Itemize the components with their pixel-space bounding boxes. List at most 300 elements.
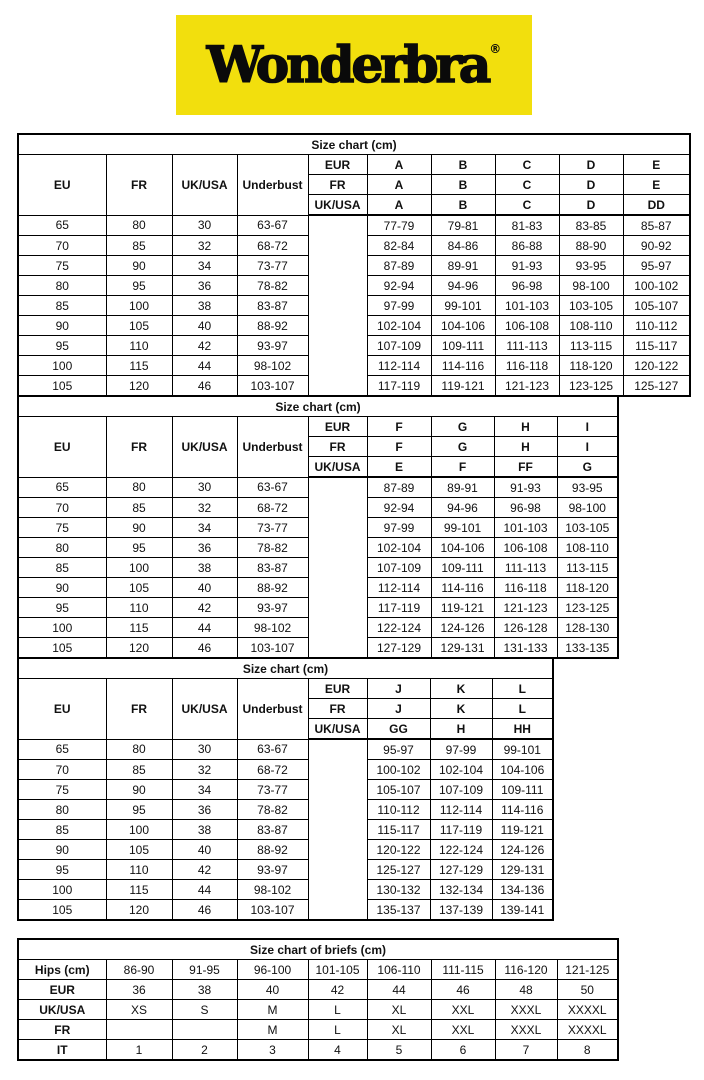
underbust-range-cell: 63-67	[237, 739, 308, 760]
cup-region-label: FR	[308, 175, 367, 195]
fr-size-cell: 80	[106, 739, 172, 760]
uk-usa-size-cell: 42	[172, 336, 237, 356]
bust-range-cell: 109-111	[431, 336, 495, 356]
cup-letter-header: J	[367, 699, 430, 719]
cup-region-label: FR	[308, 699, 367, 719]
bust-range-cell: 125-127	[623, 376, 690, 397]
eu-size-cell: 75	[18, 780, 106, 800]
briefs-value-cell: 7	[495, 1040, 557, 1061]
column-header-underbust: Underbust	[237, 679, 308, 740]
bust-range-cell: 79-81	[431, 215, 495, 236]
uk-usa-size-cell: 38	[172, 820, 237, 840]
fr-size-cell: 110	[106, 336, 172, 356]
briefs-value-cell: XL	[367, 1020, 431, 1040]
briefs-value-cell: 1	[106, 1040, 172, 1061]
bust-range-cell: 99-101	[431, 518, 494, 538]
cup-region-label: EUR	[308, 679, 367, 699]
briefs-value-cell: 44	[367, 980, 431, 1000]
uk-usa-size-cell: 40	[172, 840, 237, 860]
briefs-value-cell: L	[308, 1000, 367, 1020]
bust-range-cell: 100-102	[367, 760, 430, 780]
eu-size-cell: 80	[18, 538, 106, 558]
registered-trademark-icon: ®	[489, 42, 502, 56]
cup-letter-header: E	[623, 155, 690, 175]
bust-range-cell: 123-125	[557, 598, 618, 618]
bust-range-cell: 95-97	[623, 256, 690, 276]
uk-usa-size-cell: 38	[172, 296, 237, 316]
bust-range-cell: 105-107	[367, 780, 430, 800]
bust-range-cell: 104-106	[431, 316, 495, 336]
underbust-range-cell: 88-92	[237, 316, 308, 336]
briefs-value-cell: 40	[237, 980, 308, 1000]
underbust-range-cell: 103-107	[237, 376, 308, 397]
briefs-value-cell: 121-125	[557, 960, 618, 980]
bust-range-cell: 92-94	[367, 276, 431, 296]
bust-range-cell: 107-109	[430, 780, 492, 800]
cup-letter-header: F	[367, 417, 431, 437]
bust-range-cell: 135-137	[367, 900, 430, 921]
column-header-eu: EU	[18, 155, 106, 216]
underbust-range-cell: 88-92	[237, 840, 308, 860]
briefs-value-cell: XXXL	[495, 1020, 557, 1040]
bust-range-cell: 130-132	[367, 880, 430, 900]
table-title: Size chart (cm)	[18, 658, 553, 679]
bust-range-cell: 114-116	[492, 800, 553, 820]
cup-letter-header: C	[495, 195, 559, 216]
cup-letter-header: G	[557, 457, 618, 478]
bust-range-cell: 109-111	[492, 780, 553, 800]
briefs-value-cell: 8	[557, 1040, 618, 1061]
underbust-range-cell: 73-77	[237, 518, 308, 538]
bust-range-cell: 94-96	[431, 498, 494, 518]
bust-range-cell: 97-99	[367, 296, 431, 316]
cup-letter-header: F	[367, 437, 431, 457]
wonderbra-logo	[176, 15, 532, 115]
underbust-range-cell: 83-87	[237, 296, 308, 316]
bust-range-cell: 124-126	[492, 840, 553, 860]
uk-usa-size-cell: 46	[172, 900, 237, 921]
eu-size-cell: 85	[18, 820, 106, 840]
bust-range-cell: 102-104	[367, 316, 431, 336]
briefs-value-cell: XXL	[431, 1020, 495, 1040]
briefs-row-label: IT	[18, 1040, 106, 1061]
uk-usa-size-cell: 34	[172, 780, 237, 800]
uk-usa-size-cell: 44	[172, 880, 237, 900]
table-title: Size chart (cm)	[18, 134, 690, 155]
fr-size-cell: 115	[106, 356, 172, 376]
bust-range-cell: 86-88	[495, 236, 559, 256]
bust-range-cell: 112-114	[430, 800, 492, 820]
underbust-range-cell: 103-107	[237, 900, 308, 921]
underbust-range-cell: 98-102	[237, 618, 308, 638]
bust-range-cell: 99-101	[492, 739, 553, 760]
bust-range-cell: 119-121	[431, 376, 495, 397]
cup-region-label: EUR	[308, 155, 367, 175]
bust-range-cell: 81-83	[495, 215, 559, 236]
bust-range-cell: 126-128	[494, 618, 557, 638]
bust-range-cell: 121-123	[495, 376, 559, 397]
bust-range-cell: 102-104	[367, 538, 431, 558]
briefs-size-table	[17, 938, 619, 1061]
underbust-range-cell: 98-102	[237, 356, 308, 376]
underbust-range-cell: 63-67	[237, 477, 308, 498]
uk-usa-size-cell: 30	[172, 215, 237, 236]
bust-range-cell: 120-122	[367, 840, 430, 860]
bust-range-cell: 117-119	[367, 598, 431, 618]
fr-size-cell: 105	[106, 840, 172, 860]
bust-range-cell: 120-122	[623, 356, 690, 376]
bust-range-cell: 99-101	[431, 296, 495, 316]
bust-range-cell: 113-115	[557, 558, 618, 578]
underbust-range-cell: 93-97	[237, 336, 308, 356]
bust-range-cell: 118-120	[559, 356, 623, 376]
bust-range-cell: 112-114	[367, 578, 431, 598]
underbust-range-cell: 78-82	[237, 538, 308, 558]
column-header-fr: FR	[106, 155, 172, 216]
briefs-value-cell: 46	[431, 980, 495, 1000]
bust-range-cell: 108-110	[557, 538, 618, 558]
briefs-value-cell: 5	[367, 1040, 431, 1061]
bust-range-cell: 84-86	[431, 236, 495, 256]
underbust-range-cell: 63-67	[237, 215, 308, 236]
bust-range-cell: 115-117	[623, 336, 690, 356]
cup-region-label: EUR	[308, 417, 367, 437]
fr-size-cell: 110	[106, 860, 172, 880]
bust-range-cell: 106-108	[494, 538, 557, 558]
eu-size-cell: 95	[18, 860, 106, 880]
eu-size-cell: 80	[18, 276, 106, 296]
fr-size-cell: 85	[106, 236, 172, 256]
briefs-value-cell: 36	[106, 980, 172, 1000]
fr-size-cell: 85	[106, 760, 172, 780]
eu-size-cell: 100	[18, 880, 106, 900]
column-header-uk-usa: UK/USA	[172, 155, 237, 216]
eu-size-cell: 105	[18, 638, 106, 659]
column-header-eu: EU	[18, 679, 106, 740]
briefs-value-cell: 38	[172, 980, 237, 1000]
briefs-value-cell: M	[237, 1020, 308, 1040]
bust-range-cell: 117-119	[430, 820, 492, 840]
fr-size-cell: 100	[106, 558, 172, 578]
cup-letter-header: E	[623, 175, 690, 195]
briefs-value-cell: XS	[106, 1000, 172, 1020]
cup-letter-header: A	[367, 195, 431, 216]
cup-letter-header: I	[557, 437, 618, 457]
bust-range-cell: 139-141	[492, 900, 553, 921]
uk-usa-size-cell: 42	[172, 598, 237, 618]
uk-usa-size-cell: 34	[172, 518, 237, 538]
cup-letter-header: H	[494, 437, 557, 457]
cup-letter-header: J	[367, 679, 430, 699]
briefs-row-label: UK/USA	[18, 1000, 106, 1020]
fr-size-cell: 90	[106, 256, 172, 276]
bust-range-cell: 133-135	[557, 638, 618, 659]
bra-size-table-cups-f-i	[17, 395, 619, 659]
bust-range-cell: 85-87	[623, 215, 690, 236]
underbust-range-cell: 68-72	[237, 236, 308, 256]
briefs-value-cell: 42	[308, 980, 367, 1000]
bra-size-table-cups-j-l	[17, 657, 554, 921]
bust-range-cell: 91-93	[494, 477, 557, 498]
uk-usa-size-cell: 32	[172, 760, 237, 780]
cup-letter-header: C	[495, 155, 559, 175]
briefs-value-cell: 106-110	[367, 960, 431, 980]
eu-size-cell: 75	[18, 256, 106, 276]
bust-range-cell: 97-99	[430, 739, 492, 760]
cup-letter-header: G	[431, 437, 494, 457]
bust-range-cell: 107-109	[367, 336, 431, 356]
bust-range-cell: 119-121	[431, 598, 494, 618]
bust-range-cell: 94-96	[431, 276, 495, 296]
fr-size-cell: 100	[106, 820, 172, 840]
bust-range-cell: 117-119	[367, 376, 431, 397]
cup-letter-header: L	[492, 679, 553, 699]
eu-size-cell: 85	[18, 296, 106, 316]
briefs-value-cell: XL	[367, 1000, 431, 1020]
bust-range-cell: 106-108	[495, 316, 559, 336]
bust-range-cell: 102-104	[430, 760, 492, 780]
bust-range-cell: 82-84	[367, 236, 431, 256]
cup-letter-header: G	[431, 417, 494, 437]
cup-letter-header: C	[495, 175, 559, 195]
underbust-range-cell: 98-102	[237, 880, 308, 900]
column-header-fr: FR	[106, 679, 172, 740]
eu-size-cell: 65	[18, 215, 106, 236]
bust-range-cell: 87-89	[367, 256, 431, 276]
bust-range-cell: 96-98	[494, 498, 557, 518]
cup-letter-header: A	[367, 155, 431, 175]
uk-usa-size-cell: 42	[172, 860, 237, 880]
bust-range-cell: 89-91	[431, 256, 495, 276]
briefs-row-label: EUR	[18, 980, 106, 1000]
fr-size-cell: 120	[106, 900, 172, 921]
spacer-cell	[308, 739, 367, 920]
column-header-uk-usa: UK/USA	[172, 679, 237, 740]
briefs-value-cell: 116-120	[495, 960, 557, 980]
briefs-value-cell: 48	[495, 980, 557, 1000]
briefs-row-label: Hips (cm)	[18, 960, 106, 980]
underbust-range-cell: 93-97	[237, 598, 308, 618]
cup-letter-header: I	[557, 417, 618, 437]
fr-size-cell: 80	[106, 477, 172, 498]
spacer-cell	[308, 215, 367, 396]
cup-letter-header: H	[430, 719, 492, 740]
eu-size-cell: 90	[18, 578, 106, 598]
bust-range-cell: 134-136	[492, 880, 553, 900]
bust-range-cell: 91-93	[495, 256, 559, 276]
briefs-value-cell: S	[172, 1000, 237, 1020]
eu-size-cell: 100	[18, 618, 106, 638]
eu-size-cell: 80	[18, 800, 106, 820]
bust-range-cell: 104-106	[492, 760, 553, 780]
cup-letter-header: D	[559, 195, 623, 216]
bust-range-cell: 122-124	[430, 840, 492, 860]
fr-size-cell: 80	[106, 215, 172, 236]
bust-range-cell: 132-134	[430, 880, 492, 900]
bust-range-cell: 124-126	[431, 618, 494, 638]
table-title: Size chart of briefs (cm)	[18, 939, 618, 960]
fr-size-cell: 90	[106, 518, 172, 538]
bust-range-cell: 103-105	[557, 518, 618, 538]
eu-size-cell: 65	[18, 739, 106, 760]
fr-size-cell: 90	[106, 780, 172, 800]
bust-range-cell: 92-94	[367, 498, 431, 518]
cup-letter-header: FF	[494, 457, 557, 478]
bust-range-cell: 121-123	[494, 598, 557, 618]
table-title: Size chart (cm)	[18, 396, 618, 417]
briefs-value-cell: 86-90	[106, 960, 172, 980]
uk-usa-size-cell: 40	[172, 578, 237, 598]
bust-range-cell: 128-130	[557, 618, 618, 638]
logo-wordmark: Wonderbra	[206, 35, 489, 94]
bust-range-cell: 104-106	[431, 538, 494, 558]
bust-range-cell: 98-100	[559, 276, 623, 296]
bust-range-cell: 131-133	[494, 638, 557, 659]
bust-range-cell: 115-117	[367, 820, 430, 840]
bust-range-cell: 114-116	[431, 356, 495, 376]
briefs-value-cell: 111-115	[431, 960, 495, 980]
fr-size-cell: 110	[106, 598, 172, 618]
spacer-cell	[308, 477, 367, 658]
bust-range-cell: 111-113	[495, 336, 559, 356]
bust-range-cell: 109-111	[431, 558, 494, 578]
bust-range-cell: 101-103	[495, 296, 559, 316]
uk-usa-size-cell: 36	[172, 276, 237, 296]
bust-range-cell: 122-124	[367, 618, 431, 638]
cup-letter-header: B	[431, 175, 495, 195]
eu-size-cell: 85	[18, 558, 106, 578]
eu-size-cell: 70	[18, 760, 106, 780]
uk-usa-size-cell: 40	[172, 316, 237, 336]
cup-letter-header: B	[431, 195, 495, 216]
bust-range-cell: 118-120	[557, 578, 618, 598]
cup-region-label: UK/USA	[308, 719, 367, 740]
bust-range-cell: 137-139	[430, 900, 492, 921]
briefs-value-cell: 50	[557, 980, 618, 1000]
uk-usa-size-cell: 32	[172, 498, 237, 518]
underbust-range-cell: 103-107	[237, 638, 308, 659]
cup-letter-header: D	[559, 175, 623, 195]
uk-usa-size-cell: 30	[172, 739, 237, 760]
cup-region-label: UK/USA	[308, 457, 367, 478]
bust-range-cell: 129-131	[492, 860, 553, 880]
uk-usa-size-cell: 46	[172, 376, 237, 397]
eu-size-cell: 70	[18, 236, 106, 256]
underbust-range-cell: 73-77	[237, 780, 308, 800]
column-header-uk-usa: UK/USA	[172, 417, 237, 478]
column-header-underbust: Underbust	[237, 155, 308, 216]
eu-size-cell: 90	[18, 316, 106, 336]
fr-size-cell: 95	[106, 276, 172, 296]
cup-letter-header: F	[431, 457, 494, 478]
uk-usa-size-cell: 36	[172, 800, 237, 820]
cup-letter-header: D	[559, 155, 623, 175]
briefs-value-cell: 96-100	[237, 960, 308, 980]
briefs-value-cell: 6	[431, 1040, 495, 1061]
cup-letter-header: E	[367, 457, 431, 478]
bust-range-cell: 96-98	[495, 276, 559, 296]
underbust-range-cell: 83-87	[237, 558, 308, 578]
underbust-range-cell: 78-82	[237, 800, 308, 820]
eu-size-cell: 105	[18, 900, 106, 921]
bust-range-cell: 89-91	[431, 477, 494, 498]
uk-usa-size-cell: 30	[172, 477, 237, 498]
eu-size-cell: 100	[18, 356, 106, 376]
underbust-range-cell: 78-82	[237, 276, 308, 296]
underbust-range-cell: 68-72	[237, 760, 308, 780]
bust-range-cell: 127-129	[367, 638, 431, 659]
briefs-value-cell: XXL	[431, 1000, 495, 1020]
bust-range-cell: 83-85	[559, 215, 623, 236]
cup-letter-header: K	[430, 699, 492, 719]
briefs-value-cell: XXXXL	[557, 1000, 618, 1020]
eu-size-cell: 75	[18, 518, 106, 538]
bust-range-cell: 111-113	[494, 558, 557, 578]
bust-range-cell: 113-115	[559, 336, 623, 356]
bust-range-cell: 101-103	[494, 518, 557, 538]
eu-size-cell: 95	[18, 598, 106, 618]
briefs-row-label: FR	[18, 1020, 106, 1040]
fr-size-cell: 120	[106, 638, 172, 659]
cup-region-label: UK/USA	[308, 195, 367, 216]
bra-size-table-cups-a-e	[17, 133, 691, 397]
cup-letter-header: A	[367, 175, 431, 195]
briefs-value-cell: 4	[308, 1040, 367, 1061]
cup-letter-header: H	[494, 417, 557, 437]
uk-usa-size-cell: 44	[172, 618, 237, 638]
eu-size-cell: 90	[18, 840, 106, 860]
bust-range-cell: 90-92	[623, 236, 690, 256]
fr-size-cell: 120	[106, 376, 172, 397]
uk-usa-size-cell: 44	[172, 356, 237, 376]
bust-range-cell: 87-89	[367, 477, 431, 498]
underbust-range-cell: 93-97	[237, 860, 308, 880]
bust-range-cell: 93-95	[559, 256, 623, 276]
bust-range-cell: 127-129	[430, 860, 492, 880]
briefs-value-cell: 2	[172, 1040, 237, 1061]
bust-range-cell: 93-95	[557, 477, 618, 498]
bust-range-cell: 107-109	[367, 558, 431, 578]
bust-range-cell: 77-79	[367, 215, 431, 236]
column-header-fr: FR	[106, 417, 172, 478]
fr-size-cell: 115	[106, 618, 172, 638]
bust-range-cell: 119-121	[492, 820, 553, 840]
bust-range-cell: 105-107	[623, 296, 690, 316]
bust-range-cell: 100-102	[623, 276, 690, 296]
cup-letter-header: K	[430, 679, 492, 699]
cup-letter-header: B	[431, 155, 495, 175]
cup-letter-header: L	[492, 699, 553, 719]
bust-range-cell: 129-131	[431, 638, 494, 659]
bust-range-cell: 112-114	[367, 356, 431, 376]
cup-letter-header: GG	[367, 719, 430, 740]
briefs-value-cell	[172, 1020, 237, 1040]
briefs-value-cell: 91-95	[172, 960, 237, 980]
briefs-value-cell: M	[237, 1000, 308, 1020]
bust-range-cell: 114-116	[431, 578, 494, 598]
fr-size-cell: 95	[106, 538, 172, 558]
bust-range-cell: 108-110	[559, 316, 623, 336]
bust-range-cell: 125-127	[367, 860, 430, 880]
bust-range-cell: 103-105	[559, 296, 623, 316]
underbust-range-cell: 68-72	[237, 498, 308, 518]
uk-usa-size-cell: 46	[172, 638, 237, 659]
eu-size-cell: 70	[18, 498, 106, 518]
cup-region-label: FR	[308, 437, 367, 457]
bust-range-cell: 110-112	[367, 800, 430, 820]
briefs-value-cell: 101-105	[308, 960, 367, 980]
bust-range-cell: 98-100	[557, 498, 618, 518]
